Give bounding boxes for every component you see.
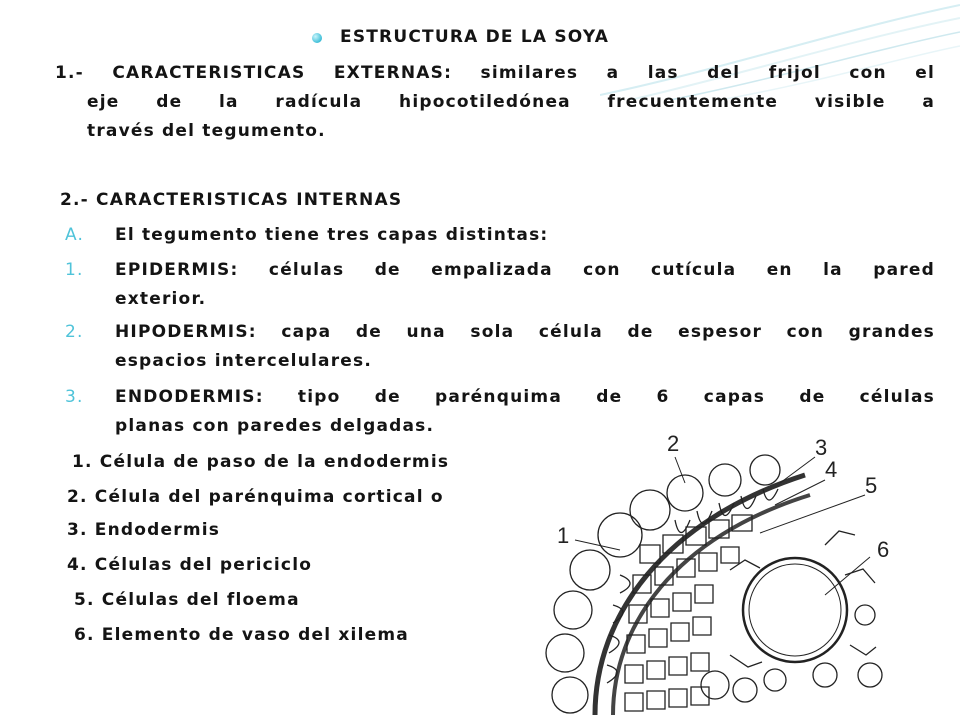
external-line-1: 1.- CARACTERISTICAS EXTERNAS: similares a las del frijol con el: [55, 63, 935, 83]
item-2-line-1: HIPODERMIS: capa de una sola célula de espesor con grandes: [115, 322, 935, 342]
legend-item-1: 1. Célula de paso de la endodermis: [72, 452, 450, 472]
figure-label-1: 1: [557, 523, 570, 548]
figure-label-2: 2: [667, 431, 680, 456]
item-2-line-2: espacios intercelulares.: [115, 351, 373, 371]
item-1-marker: 1.: [65, 260, 84, 280]
item-3-line-1: ENDODERMIS: tipo de parénquima de 6 capas de células: [115, 387, 935, 407]
item-2-marker: 2.: [65, 322, 84, 342]
item-1-line-2: exterior.: [115, 289, 207, 309]
figure-label-4: 4: [825, 457, 838, 482]
sub-marker: A.: [65, 225, 85, 245]
figure-label-6: 6: [877, 537, 890, 562]
figure-label-3: 3: [815, 435, 828, 460]
item-3-marker: 3.: [65, 387, 84, 407]
item-3-line-2: planas con paredes delgadas.: [115, 416, 435, 436]
legend-item-5: 5. Células del floema: [74, 590, 300, 610]
external-line-2: eje de la radícula hipocotiledónea frecuentemente visible a: [87, 92, 935, 112]
external-line-3: través del tegumento.: [87, 121, 326, 141]
figure-label-5: 5: [865, 473, 878, 498]
legend-item-4: 4. Células del periciclo: [67, 555, 313, 575]
legend-item-2: 2. Célula del parénquima cortical o: [67, 487, 444, 507]
slide-title: ESTRUCTURA DE LA SOYA: [340, 27, 610, 47]
title-bullet: [312, 33, 322, 43]
sub-text: El tegumento tiene tres capas distintas:: [115, 225, 549, 245]
internal-heading: 2.- CARACTERISTICAS INTERNAS: [60, 190, 403, 210]
cross-section-figure: [525, 425, 910, 720]
legend-item-6: 6. Elemento de vaso del xilema: [74, 625, 409, 645]
item-1-line-1: EPIDERMIS: células de empalizada con cutícula en la pared: [115, 260, 935, 280]
legend-item-3: 3. Endodermis: [67, 520, 221, 540]
cross-section-drawing: [525, 425, 910, 720]
